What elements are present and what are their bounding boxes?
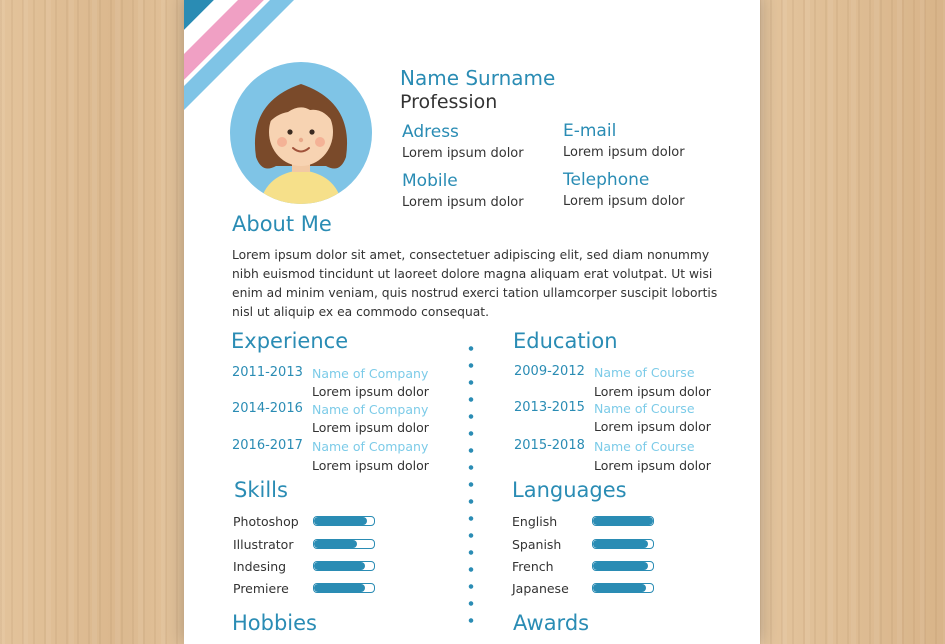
language-bar-fill (593, 584, 646, 592)
skill-bar-fill (314, 540, 357, 548)
language-bar (592, 539, 654, 549)
experience-desc: Lorem ipsum dolor (312, 420, 429, 435)
skill-bar-fill (314, 562, 365, 570)
address-label: Adress (402, 122, 459, 142)
telephone-value: Lorem ipsum dolor (563, 194, 685, 209)
language-bar (592, 583, 654, 593)
skill-name: Premiere (233, 581, 289, 596)
email-label: E-mail (563, 121, 617, 141)
language-bar-fill (593, 517, 653, 525)
skills-title: Skills (234, 478, 288, 502)
about-title: About Me (232, 212, 332, 236)
about-text (232, 246, 718, 322)
experience-years: 2014-2016 (232, 401, 303, 416)
education-course: Name of Course (594, 439, 695, 454)
avatar (230, 62, 372, 204)
education-years: 2013-2015 (514, 400, 585, 415)
language-name: Japanese (512, 581, 569, 596)
about-line: enim ad minim veniam, quis nostrud exerci tation ullamcorper suscipit lobortis (232, 286, 718, 300)
language-name: Spanish (512, 537, 562, 552)
mobile-label: Mobile (402, 171, 458, 191)
mobile-value: Lorem ipsum dolor (402, 195, 524, 210)
language-name: English (512, 514, 558, 529)
experience-years: 2016-2017 (232, 438, 303, 453)
skill-bar (313, 561, 375, 571)
experience-desc: Lorem ipsum dolor (312, 384, 429, 399)
hobbies-title: Hobbies (232, 611, 317, 635)
skill-name: Indesing (233, 559, 287, 574)
awards-title: Awards (513, 611, 590, 635)
experience-company: Name of Company (312, 439, 429, 454)
language-bar-fill (593, 562, 648, 570)
column-divider-dots (468, 340, 474, 630)
skill-bar-fill (314, 584, 365, 592)
resume-profession: Profession (400, 91, 498, 113)
skill-bar (313, 516, 375, 526)
education-years: 2009-2012 (514, 364, 585, 379)
email-value: Lorem ipsum dolor (563, 145, 685, 160)
telephone-label: Telephone (563, 170, 650, 190)
address-value: Lorem ipsum dolor (402, 146, 524, 161)
education-years: 2015-2018 (514, 438, 585, 453)
girl-portrait-icon (230, 62, 372, 204)
skill-bar (313, 583, 375, 593)
language-name: French (512, 559, 554, 574)
skill-bar-fill (314, 517, 367, 525)
about-line: nibh euismod tincidunt ut laoreet dolore magna aliquam erat volutpat. Ut wisi (232, 267, 713, 281)
language-bar (592, 561, 654, 571)
education-course: Name of Course (594, 365, 695, 380)
experience-years: 2011-2013 (232, 365, 303, 380)
education-desc: Lorem ipsum dolor (594, 458, 711, 473)
education-desc: Lorem ipsum dolor (594, 419, 711, 434)
skill-name: Illustrator (233, 537, 294, 552)
skill-name: Photoshop (233, 514, 299, 529)
experience-desc: Lorem ipsum dolor (312, 458, 429, 473)
resume-page (184, 0, 760, 644)
experience-company: Name of Company (312, 366, 429, 381)
about-line: Lorem ipsum dolor sit amet, consectetuer adipiscing elit, sed diam nonummy (232, 248, 710, 262)
experience-title: Experience (231, 329, 349, 353)
experience-company: Name of Company (312, 402, 429, 417)
about-line: nisl ut aliquip ex ea commodo consequat. (232, 305, 490, 319)
education-title: Education (513, 329, 618, 353)
language-bar-fill (593, 540, 648, 548)
skill-bar (313, 539, 375, 549)
education-course: Name of Course (594, 401, 695, 416)
language-bar (592, 516, 654, 526)
languages-title: Languages (512, 478, 627, 502)
resume-name: Name Surname (400, 66, 556, 90)
education-desc: Lorem ipsum dolor (594, 384, 711, 399)
